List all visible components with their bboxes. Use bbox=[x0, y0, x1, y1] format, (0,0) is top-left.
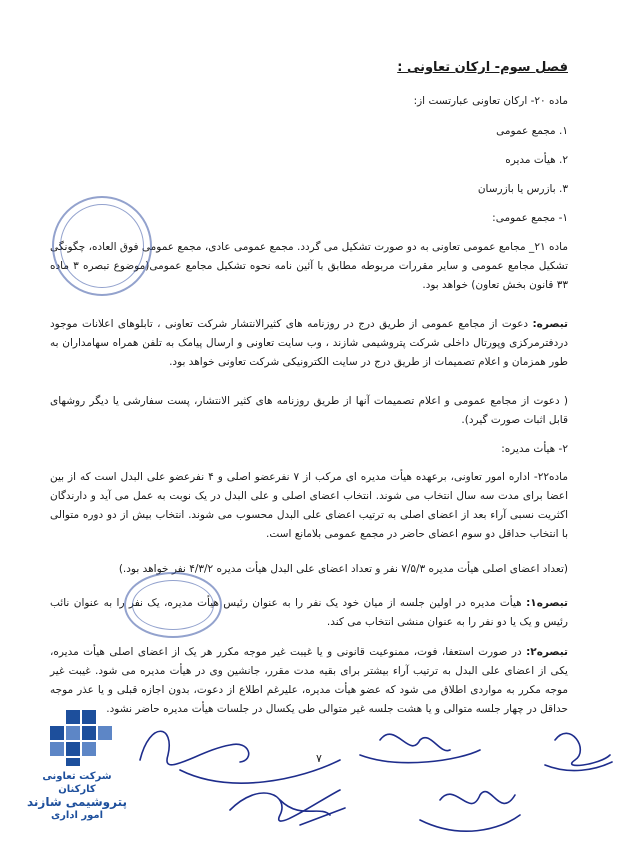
note-label: تبصره: bbox=[532, 318, 568, 330]
page-number: ۷ bbox=[316, 752, 322, 765]
article-20: ماده ۲۰- ارکان تعاونی عبارتست از: bbox=[413, 95, 568, 107]
article-21: ماده ۲۱_ مجامع عمومی تعاونی به دو صورت تشکیل می گردد. مجمع عمومی عادی، مجمع عمومی فوق العاده، چگونگی تشکیل مجامع عمومی و سایر مقررات مربوطه مطابق با آئین نامه نحوه تشکیل مجامع عمومی(موضوع تبصره ۳ ماده ۳۳ قانون بخش تعاون) خواهد بود. bbox=[50, 241, 568, 291]
signature-3 bbox=[280, 800, 345, 825]
signature-1 bbox=[140, 731, 249, 765]
signature-line bbox=[420, 815, 520, 831]
note-2-text: در صورت استعفا، فوت، ممنوعیت قانونی و یا غیبت غیر موجه مکرر هر یک از اعضای اصلی هیأت مدیره، یکی از اعضای علی البدل به ترتیب آراء بیشتر برای بقیه مدت مقرر، جانشین وی در هیأت مدیره می شود. غیبت غیر موجه مکرر به مواردی اطلاق می شود که عضو هیأت مدیره، علیرغم اطلاع از دعوت، بدون اجازه قبلی و یا عذر موجه حداقل در چهار جلسه متوالی و یا هشت جلسه غیر متوالی طی یکسال در جلسات هیأت مدیره حاضر نشود. bbox=[50, 646, 568, 715]
note-1-label: تبصره۱: bbox=[526, 597, 568, 609]
stamp-ring bbox=[132, 580, 214, 630]
section-heading-board: ۲- هیأت مدیره: bbox=[501, 443, 568, 455]
logo-line: امور اداری bbox=[50, 810, 104, 821]
chapter-title: فصل سوم- ارکان تعاونی : bbox=[397, 60, 568, 75]
note-2-label: تبصره۲: bbox=[526, 646, 568, 658]
note-text: دعوت از مجامع عمومی از طریق درج در روزنامه های کثیرالانتشار شرکت تعاونی ، تابلوهای اعلانات موجود دردفترمرکزی وپورتال داخلی شرکت پتروشیمی شازند ، وب سایت تعاونی و ارسال پیامک به تلفن همراه سهامداران به طور همزمان و اعلام تصمیمات از طریق درج در سایت الکترونیکی شرکت تعاونی خواهد بود. bbox=[50, 318, 568, 368]
note-parenthetical: ( دعوت از مجامع عمومی و اعلام تصمیمات آنها از طریق روزنامه های کثیر الانتشار، پست سفارشی یا دیگر روشهای قابل اثبات صورت گیرد). bbox=[50, 395, 568, 426]
signatures bbox=[0, 700, 620, 860]
official-stamp-top bbox=[52, 196, 152, 296]
list-item: ۳. بازرس یا بازرسان bbox=[477, 183, 568, 195]
logo-line: پتروشیمی شازند bbox=[26, 795, 128, 809]
signature-6 bbox=[555, 733, 610, 765]
signature-line bbox=[180, 760, 340, 783]
section-heading-general-assembly: ۱- مجمع عمومی: bbox=[492, 212, 568, 224]
signature-5 bbox=[440, 792, 515, 804]
note-general-assembly bbox=[50, 315, 568, 372]
article-22-parenthetical: (تعداد اعضای اصلی هیأت مدیره ۷/۵/۳ نفر و تعداد اعضای علی البدل هیأت مدیره ۴/۳/۲ نفر خواهد بود.) bbox=[118, 563, 568, 575]
article-22: ماده‌۲۲- اداره امور تعاونی، برعهده هیأت مدیره ای مرکب از ۷ نفرعضو اصلی و ۴ نفرعضو علی البدل است که از بین اعضا برای مدت سه سال انتخاب می شوند. انتخاب اعضای اصلی و علی البدل در یک نوبت به عمل می آید و دارندگان اکثریت نسبی آراء بعد از اعضای اصلی به ترتیب اعضای علی البدل محسوب می شوند. انتخاب بیش از دو دوره متوالی با انتخاب حداقل دو سوم اعضای حاضر در مجمع عمومی بلامانع است. bbox=[50, 471, 568, 540]
signature-line bbox=[545, 762, 612, 771]
logo-line: شرکت تعاونی کارکنان bbox=[42, 771, 112, 795]
list-item: ۲. هیأت مدیره bbox=[505, 154, 568, 166]
list-item: ۱. مجمع عمومی bbox=[496, 125, 568, 137]
official-stamp-middle bbox=[124, 572, 222, 638]
note-1-text: هیأت مدیره در اولین جلسه از میان خود یک نفر را به عنوان رئیس هیأت مدیره، یک نفر را به عنوان نائب رئیس و یک یا دو نفر را به عنوان منشی انتخاب می کند. bbox=[50, 597, 568, 628]
stamp-ring bbox=[60, 204, 144, 288]
signature-4 bbox=[360, 734, 480, 762]
